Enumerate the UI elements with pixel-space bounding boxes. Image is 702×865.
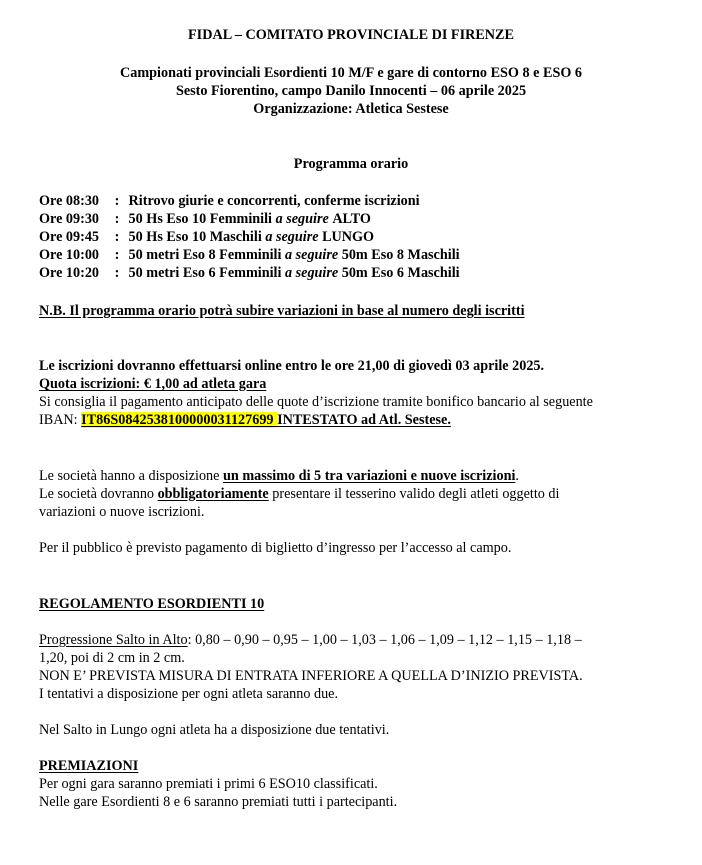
changes-line-3: variazioni o nuove iscrizioni. <box>39 504 205 520</box>
schedule-time: 10:00 <box>65 247 100 263</box>
changes-text: Le società dovranno <box>39 486 158 502</box>
changes-limit: un massimo di 5 tra variazioni e nuove iscrizioni <box>223 468 516 484</box>
schedule-event: 50 metri Eso 6 Femminili <box>128 265 282 281</box>
rules-title: REGOLAMENTO ESORDIENTI 10 <box>39 596 265 612</box>
schedule-event: 50 Hs Eso 10 Femminili <box>128 211 273 227</box>
schedule-after: 50m Eso 8 Maschili <box>341 247 460 263</box>
schedule-sep: : <box>114 211 120 227</box>
ore-prefix: Ore <box>39 229 63 245</box>
schedule-note: N.B. Il programma orario potrà subire variazioni in base al numero degli iscritti <box>39 303 525 319</box>
registration-fee: Quota iscrizioni: € 1,00 ad atleta gara <box>39 376 267 392</box>
high-jump-label: Progressione Salto in Alto <box>39 632 188 648</box>
changes-text: . <box>515 468 519 484</box>
changes-text: presentare il tesserino valido degli atleti oggetto di <box>268 486 560 502</box>
schedule-time: 10:20 <box>65 265 100 281</box>
schedule-follow: a seguire <box>284 247 339 263</box>
schedule-follow: a seguire <box>284 265 339 281</box>
ore-prefix: Ore <box>39 265 63 281</box>
high-jump-values: : 0,80 – 0,90 – 0,95 – 1,00 – 1,03 – 1,06 – 1,09 – 1,12 – 1,15 – 1,18 – <box>187 632 582 648</box>
location-date: Sesto Fiorentino, campo Danilo Innocenti – 06 aprile 2025 <box>175 83 527 99</box>
schedule-sep: : <box>114 229 120 245</box>
schedule-time: 09:30 <box>65 211 100 227</box>
awards-title: PREMIAZIONI <box>39 758 139 774</box>
schedule-row <box>39 192 420 210</box>
high-jump-attempts: I tentativi a disposizione per ogni atleta saranno due. <box>39 686 339 702</box>
awards-line-1: Per ogni gara saranno premiati i primi 6 ESO10 classificati. <box>39 776 378 792</box>
changes-line-1 <box>39 467 519 485</box>
organizer: Organizzazione: Atletica Sestese <box>253 101 449 117</box>
schedule-row <box>39 228 374 246</box>
payment-advice: Si consiglia il pagamento anticipato delle quote d’iscrizione tramite bonifico bancario al seguente <box>39 394 593 410</box>
changes-mandatory: obbligatoriamente <box>157 486 269 502</box>
schedule-follow: a seguire <box>275 211 329 227</box>
schedule-sep: : <box>114 247 120 263</box>
high-jump-continuation: 1,20, poi di 2 cm in 2 cm. <box>39 650 185 666</box>
schedule-time: 08:30 <box>65 193 100 209</box>
awards-line-2: Nelle gare Esordienti 8 e 6 saranno premiati tutti i partecipanti. <box>39 794 398 810</box>
schedule-event: 50 Hs Eso 10 Maschili <box>128 229 262 245</box>
no-lower-entry: NON E’ PREVISTA MISURA DI ENTRATA INFERIORE A QUELLA D’INIZIO PREVISTA. <box>39 668 583 684</box>
schedule-time: 09:45 <box>65 229 100 245</box>
schedule-event: Ritrovo giurie e concorrenti, conferme iscrizioni <box>128 193 420 209</box>
org-title: FIDAL – COMITATO PROVINCIALE DI FIRENZE <box>188 27 514 43</box>
public-ticket-note: Per il pubblico è previsto pagamento di biglietto d’ingresso per l’accesso al campo. <box>39 540 512 556</box>
schedule-sep: : <box>114 193 120 209</box>
schedule-follow: a seguire <box>265 229 319 245</box>
iban-label: IBAN: <box>39 412 78 428</box>
iban-holder: INTESTATO ad Atl. Sestese. <box>277 412 451 428</box>
schedule-title: Programma orario <box>293 156 409 172</box>
schedule-after: ALTO <box>332 211 371 227</box>
high-jump-progression <box>39 631 582 649</box>
ore-prefix: Ore <box>39 247 63 263</box>
schedule-row <box>39 210 371 228</box>
iban-value: IT86S0842538100000031127699 <box>81 412 278 428</box>
registration-deadline: Le iscrizioni dovranno effettuarsi online entro le ore 21,00 di giovedì 03 aprile 2025. <box>39 358 545 374</box>
changes-line-2 <box>39 485 559 503</box>
long-jump-attempts: Nel Salto in Lungo ogni atleta ha a disposizione due tentativi. <box>39 722 390 738</box>
iban-line <box>39 411 451 429</box>
event-title: Campionati provinciali Esordienti 10 M/F e gare di contorno ESO 8 e ESO 6 <box>119 65 583 81</box>
schedule-after: LUNGO <box>322 229 375 245</box>
schedule-row <box>39 246 460 264</box>
schedule-row <box>39 264 460 282</box>
schedule-event: 50 metri Eso 8 Femminili <box>128 247 282 263</box>
changes-text: Le società hanno a disposizione <box>39 468 223 484</box>
ore-prefix: Ore <box>39 211 63 227</box>
ore-prefix: Ore <box>39 193 63 209</box>
schedule-sep: : <box>114 265 120 281</box>
schedule-after: 50m Eso 6 Maschili <box>341 265 460 281</box>
